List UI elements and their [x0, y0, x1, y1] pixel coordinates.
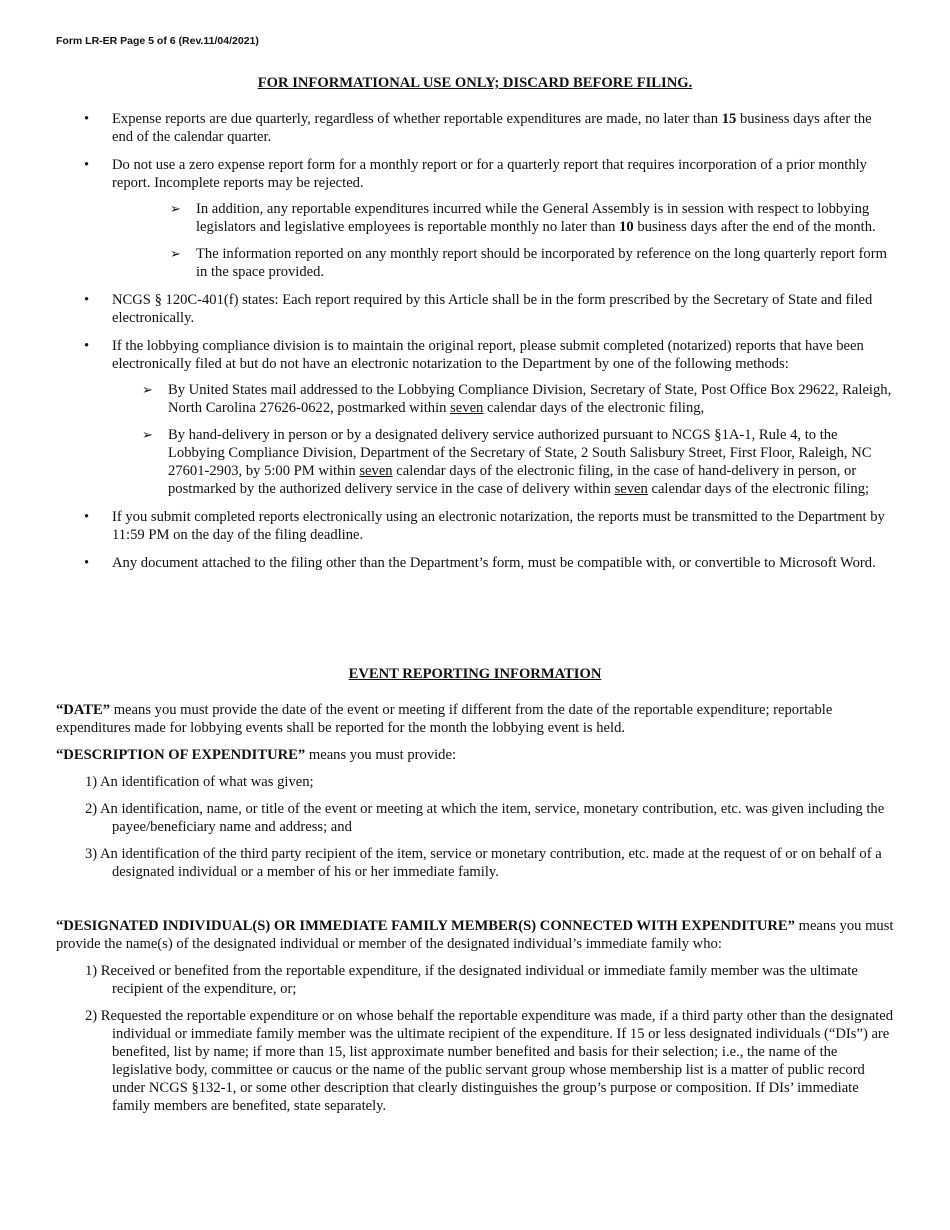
informational-heading: FOR INFORMATIONAL USE ONLY; DISCARD BEFORE FILING.: [257, 75, 693, 91]
list-item: • Do not use a zero expense report form for a monthly report or for a quarterly report that requires incorporation of a prior monthly report. Incomplete reports may be rejected. ➢ In addition, any reportable expenditures incurred while the General Assembly is in session with respect to lobbying legislators and legislative employees is reportable monthly no later than 10 business days after the end of the month. ➢ The information reported on any monthly report should be incorporated by reference on the long quarterly report form in the space provided.: [0, 156, 950, 281]
form-id-close-paren: ): [255, 35, 259, 47]
list-item: • Any document attached to the filing other than the Department’s form, must be compatible with, or convertible to Microsoft Word.: [84, 555, 876, 571]
sub-list-item: ➢ By United States mail addressed to the Lobbying Compliance Division, Secretary of State, Post Office Box 29622, Raleigh, North Carolina 27626-0622, postmarked within seven calendar days of the electronic filing,: [142, 382, 892, 416]
sub-list: [112, 200, 894, 281]
sub-list-item: ➢ By hand-delivery in person or by a designated delivery service authorized pursuant to NCGS §1A-1, Rule 4, to the Lobbying Compliance Division, Department of the Secretary of State, 2 South Salisbury Street, First Floor, Raleigh, NC 27601-2903, by 5:00 PM within seven calendar days of the electronic filing, in the case of hand-delivery in person, or postmarked by the authorized delivery service in the case of delivery within seven calendar days of the electronic filing;: [142, 427, 872, 497]
bullet-icon: •: [84, 509, 90, 525]
list-item: • Expense reports are due quarterly, regardless of whether reportable expenditures are made, no later than 15 business days after the end of the calendar quarter.: [84, 111, 872, 145]
filing-instructions-list: [0, 110, 950, 582]
description-term: “DESCRIPTION OF EXPENDITURE”: [56, 747, 306, 763]
bullet-icon: •: [84, 157, 90, 173]
designated-individual-definition: “DESIGNATED INDIVIDUAL(S) OR IMMEDIATE FAMILY MEMBER(S) CONNECTED WITH EXPENDITURE” means you must provide the name(s) of the designated individual or member of the designated individual’s immediate family who: 1) Received or benefited from the reportable expenditure, if the designated individual or immediate family member was the ultimate recipient of the expenditure, or; 2) Requested the reportable expenditure or on whose behalf the reportable expenditure was made, if a third party other than the designated individual or immediate family member was the ultimate recipient of the expenditure. If 15 or less designated individuals (“DIs”) are benefited, list by name; if more than 15, list approximate number benefited and basis for their selection; i.e., the name of the legislative body, committee or caucus or the name of the public servant group whose membership list is a matter of public record under NCGS §132-1, or some other description that clearly distinguishes the group’s purpose or composition. If DIs’ immediate family members are benefited, state separately.: [56, 917, 896, 1124]
list-item: 1) An identification of what was given;: [85, 774, 314, 790]
arrow-bullet-icon: ➢: [142, 427, 153, 442]
description-definition: “DESCRIPTION OF EXPENDITURE” means you must provide: 1) An identification of what was given; 2) An identification, name, or title of the event or meeting at which the item, service, monetary contribution, etc. was given including the payee/beneficiary name and address; and 3) An identification of the third party recipient of the item, service or monetary contribution, etc. made at the request of or on behalf of a designated individual or a member of his or her immediate family.: [56, 746, 896, 890]
bullet-icon: •: [84, 292, 90, 308]
list-item: 2) An identification, name, or title of the event or meeting at which the item, service, monetary contribution, etc. was given including the payee/beneficiary name and address; and: [85, 801, 885, 835]
date-definition: “DATE” means you must provide the date of the event or meeting if different from the date of the reportable expenditure; reportable expenditures made for lobbying events shall be reported for the month the lobbying event is held.: [56, 702, 833, 736]
sub-list: [112, 381, 894, 498]
designated-individual-term: “DESIGNATED INDIVIDUAL(S) OR IMMEDIATE FAMILY MEMBER(S) CONNECTED WITH EXPENDITURE”: [56, 918, 795, 934]
list-item: 2) Requested the reportable expenditure or on whose behalf the reportable expenditure was made, if a third party other than the designated individual or immediate family member was the ultimate recipient of the expenditure. If 15 or less designated individuals (“DIs”) are benefited, list by name; if more than 15, list approximate number benefited and basis for their selection; i.e., the name of the legislative body, committee or caucus or the name of the public servant group whose membership list is a matter of public record under NCGS §132-1, or some other description that clearly distinguishes the group’s purpose or composition. If DIs’ immediate family members are benefited, state separately.: [85, 1008, 894, 1114]
bullet-icon: •: [84, 111, 90, 127]
list-item: 1) Received or benefited from the reportable expenditure, if the designated individual or immediate family member was the ultimate recipient of the expenditure, or;: [85, 963, 858, 997]
event-reporting-heading: EVENT REPORTING INFORMATION: [348, 666, 602, 682]
arrow-bullet-icon: ➢: [170, 201, 181, 216]
arrow-bullet-icon: ➢: [142, 382, 153, 397]
sub-list-item: ➢ The information reported on any monthly report should be incorporated by reference on the long quarterly report form in the space provided.: [170, 246, 887, 280]
list-item: • NCGS § 120C-401(f) states: Each report required by this Article shall be in the form prescribed by the Secretary of State and filed electronically.: [84, 292, 873, 326]
sub-list-item: ➢ In addition, any reportable expenditures incurred while the General Assembly is in session with respect to lobbying legislators and legislative employees is reportable monthly no later than 10 business days after the end of the month.: [170, 201, 876, 235]
description-items: [56, 773, 896, 881]
date-term: “DATE”: [56, 702, 111, 718]
bullet-icon: •: [84, 338, 90, 354]
form-id-text: Form LR-ER Page 5 of 6 (Rev.11/04/2021: [56, 35, 256, 47]
designated-individual-items: [56, 962, 896, 1115]
list-item: • If the lobbying compliance division is to maintain the original report, please submit completed (notarized) reports that have been electronically filed at but do not have an electronic notarization to the Department by one of the following methods: ➢ By United States mail addressed to the Lobbying Compliance Division, Secretary of State, Post Office Box 29622, Raleigh, North Carolina 27626-0622, postmarked within seven calendar days of the electronic filing, ➢ By hand-delivery in person or by a designated delivery service authorized pursuant to NCGS §1A-1, Rule 4, to the Lobbying Compliance Division, Department of the Secretary of State, 2 South Salisbury Street, First Floor, Raleigh, NC 27601-2903, by 5:00 PM within seven calendar days of the electronic filing, in the case of hand-delivery in person, or postmarked by the authorized delivery service in the case of delivery within seven calendar days of the electronic filing;: [0, 337, 950, 498]
arrow-bullet-icon: ➢: [170, 246, 181, 261]
form-identifier: [56, 34, 259, 48]
bullet-icon: •: [84, 555, 90, 571]
list-item: 3) An identification of the third party recipient of the item, service or monetary contribution, etc. made at the request of or on behalf of a designated individual or a member of his or her immediate family.: [85, 846, 882, 880]
list-item: • If you submit completed reports electronically using an electronic notarization, the reports must be transmitted to the Department by 11:59 PM on the day of the filing deadline.: [84, 509, 885, 543]
